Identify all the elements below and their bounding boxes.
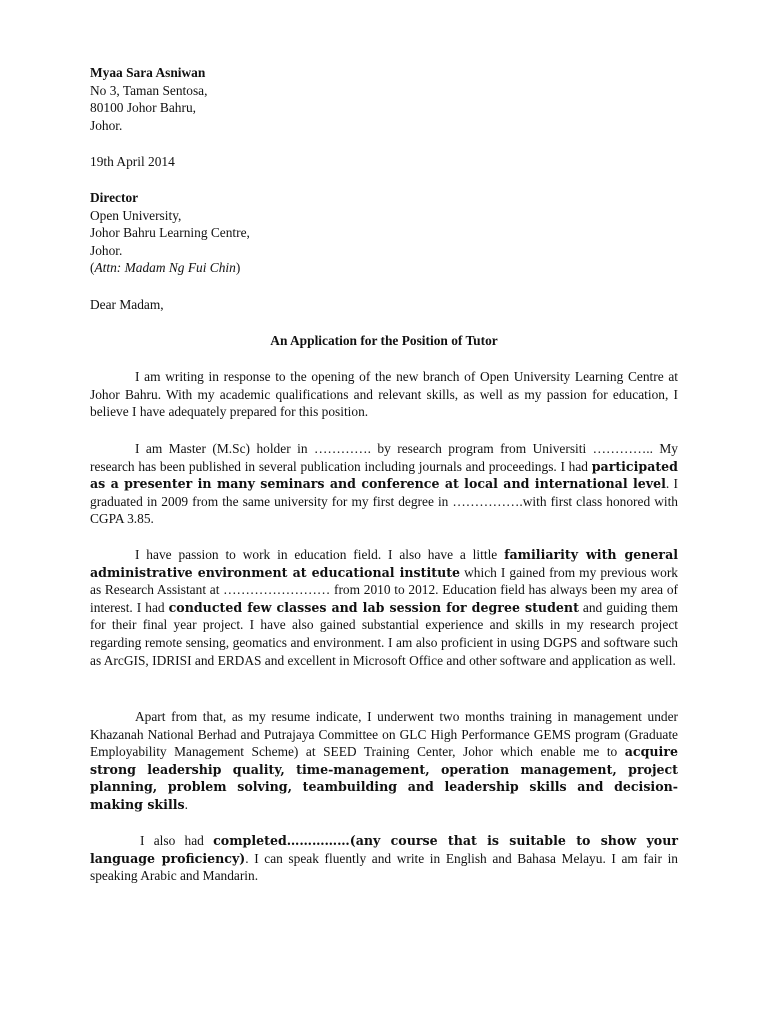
paragraph-text: . I graduated in 2009 from the same university for my first degree in …………….with first class honored with CGPA 3.85.	[90, 476, 678, 527]
paragraph-text: I also had	[140, 833, 214, 848]
salutation: Dear Madam,	[90, 297, 164, 312]
paragraph-bold-text: familiarity with general administrative environment at educational institute	[90, 547, 679, 580]
letter-date: 19th April 2014	[90, 154, 175, 169]
recipient-line: Open University,	[90, 207, 182, 223]
paragraph-5	[90, 832, 678, 885]
paragraph-3	[90, 546, 678, 669]
attn-open: (	[90, 260, 95, 276]
paragraph-2	[90, 440, 678, 528]
attn-close: )	[235, 260, 241, 276]
paragraph-bold-text: participated as a presenter in many seminars and conference at local and international level	[90, 458, 678, 492]
paragraph-text: .	[184, 796, 188, 812]
paragraph-4	[90, 708, 678, 814]
attn-text: Attn: Madam Ng Fui Chin	[94, 260, 236, 276]
recipient-block	[90, 189, 678, 277]
paragraph-text: Apart from that, as my resume indicate, I underwent two months training in management under Khazanah National Berhad and Putrajaya Committee on GLC High Performance GEMS program (Graduate Employability Management Scheme) at SEED Training Center, Johor which enable me to	[90, 709, 678, 760]
recipient-attn	[90, 259, 678, 277]
recipient-line: Johor Bahru Learning Centre,	[90, 225, 250, 241]
paragraph-text: and guiding them for their final year project. I have also gained substantial experience and skills in my research project regarding remote sensing, geomatics and environment. I am also proficient in using DGPS and software such as ArcGIS, IDRISI and ERDAS and excellent in Microsoft Office and other software and application as well.	[90, 599, 678, 668]
sender-address-line: No 3, Taman Sentosa,	[90, 82, 208, 98]
subject-line: An Application for the Position of Tutor	[270, 333, 498, 348]
letter-date-block	[90, 153, 678, 171]
sender-block	[90, 64, 678, 134]
sender-name: Myaa Sara Asniwan	[90, 65, 206, 80]
salutation-block	[90, 296, 678, 314]
sender-address-line: 80100 Johor Bahru,	[90, 100, 197, 116]
paragraph-bold-text: completed……………(any course that is suitable to show your language proficiency)	[90, 833, 678, 866]
paragraph-text: . I can speak fluently and write in English and Bahasa Melayu. I am fair in speaking Arabic and Mandarin.	[90, 850, 678, 884]
recipient-title: Director	[90, 190, 139, 205]
paragraph-bold-text: acquire strong leadership quality, time-management, operation management, project planning, problem solving, teambuilding and leadership skills and decision-making skills	[90, 744, 678, 812]
paragraph-text: I have passion to work in education field. I also have a little	[135, 547, 505, 562]
paragraph-bold-text: conducted few classes and lab session for degree student	[168, 599, 579, 615]
paragraph-text: which I gained from my previous work as Research Assistant at …………………… from 2010 to 2012. Education field has always been my area of interest. I had	[90, 564, 679, 615]
sender-address-line: Johor.	[90, 117, 123, 133]
recipient-line: Johor.	[90, 242, 123, 258]
paragraph-text: I am writing in response to the opening of the new branch of Open University Learning Centre at Johor Bahru. With my academic qualifications and relevant skills, as well as my passion for education, I believe I have adequately prepared for this position.	[90, 369, 678, 420]
paragraph-1	[90, 368, 678, 421]
paragraph-text: I am Master (M.Sc) holder in …………. by research program from Universiti ………….. My research has been published in several publication including journals and proceedings. I had	[90, 441, 678, 474]
